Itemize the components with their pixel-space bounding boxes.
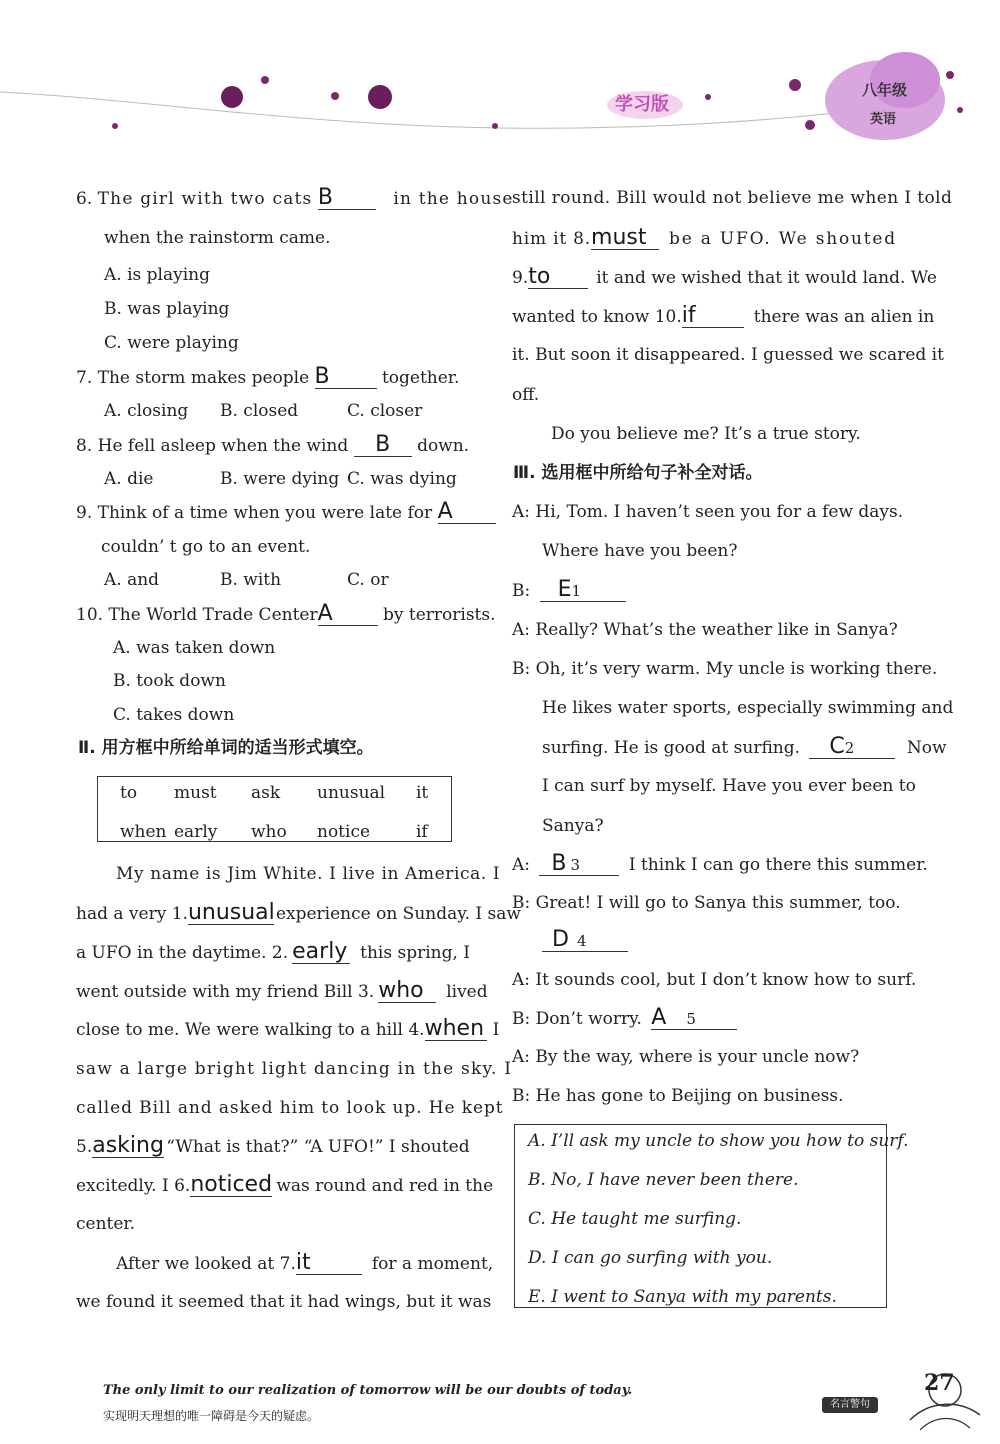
passage-line: close to me. We were walking to a hill 4.when I: [76, 1016, 500, 1041]
passage-line: My name is Jim White. I live in America. I: [116, 864, 501, 884]
sentence-option: D. I can go surfing with you.: [528, 1248, 773, 1268]
passage-line: had a very 1.unusualexperience on Sunday. I saw: [76, 900, 521, 925]
passage-line: After we looked at 7.it for a moment,: [116, 1250, 494, 1275]
passage-line: center.: [76, 1214, 136, 1234]
passage-line: excitedly. I 6.noticed was round and red in the: [76, 1172, 494, 1197]
q8-option-a: A. die: [104, 469, 154, 489]
dialog-line: A: Really? What’s the weather like in Sanya?: [512, 620, 898, 640]
q10-option-c: C. takes down: [113, 705, 235, 725]
dialog-line: A: Hi, Tom. I haven’t seen you for a few days.: [512, 502, 904, 522]
q8-option-c: C. was dying: [347, 469, 457, 489]
passage-line: saw a large bright light dancing in the sky. I: [76, 1059, 513, 1079]
question-6: 6. The girl with two cats B in the house: [76, 185, 514, 210]
page-number: 27: [924, 1370, 955, 1396]
q6-option-b: B. was playing: [104, 299, 230, 319]
q7-option-b: B. closed: [220, 401, 299, 421]
footer-badge: 名言警句: [822, 1397, 878, 1413]
dialog-line: surfing. He is good at surfing. C2 Now: [542, 734, 947, 759]
dialog-line: B: He has gone to Beijing on business.: [512, 1086, 844, 1106]
dialog-line: A: It sounds cool, but I don’t know how to surf.: [512, 970, 917, 990]
passage-line: 5.asking “What is that?” “A UFO!” I shouted: [76, 1133, 470, 1158]
dialog-line: Where have you been?: [542, 541, 738, 561]
q7-option-c: C. closer: [347, 401, 423, 421]
answer-blank: B: [315, 367, 377, 389]
question-7: 7. The storm makes people B together.: [76, 364, 460, 389]
dialog-line: B: Don’t worry. A 5: [512, 1008, 737, 1030]
question-8: 8. He fell asleep when the wind B down.: [76, 432, 470, 457]
q7-option-a: A. closing: [104, 401, 189, 421]
question-9-cont: couldn’ t go to an event.: [101, 537, 311, 557]
header-decoration: [0, 0, 1000, 160]
dialog-line: B: E1: [512, 580, 626, 602]
passage-line: still round. Bill would not believe me when I told: [512, 188, 953, 208]
answer-blank: B: [354, 435, 412, 457]
answer-blank: A: [318, 604, 378, 626]
q9-option-b: B. with: [220, 570, 282, 590]
footer-quote-cn: 实现明天理想的唯一障碍是今天的疑虑。: [103, 1409, 320, 1423]
dialog-line: Sanya?: [542, 816, 604, 836]
dialog-line: He likes water sports, especially swimming and: [542, 698, 954, 718]
passage-line: 9.to it and we wished that it would land. We: [512, 264, 937, 289]
sentence-option: B. No, I have never been there.: [528, 1170, 799, 1190]
passage-line: we found it seemed that it had wings, but it was: [76, 1292, 492, 1312]
logo-line1: 八年级: [862, 81, 908, 99]
q8-option-b: B. were dying: [220, 469, 340, 489]
q6-option-a: A. is playing: [104, 265, 210, 285]
dialog-line: B: Oh, it’s very warm. My uncle is working there.: [512, 659, 938, 679]
passage-line: wanted to know 10.if there was an alien in: [512, 303, 935, 328]
dialog-line: A: By the way, where is your uncle now?: [512, 1047, 860, 1067]
answer-blank: B: [318, 188, 376, 210]
passage-line: Do you believe me? It’s a true story.: [551, 424, 861, 444]
question-10: 10. The World Trade CenterA by terrorists.: [76, 601, 496, 626]
word-box: to must ask unusual it when early who notice if: [97, 776, 452, 842]
passage-line: called Bill and asked him to look up. He kept: [76, 1098, 504, 1118]
section-2-title: Ⅱ. 用方框中所给单词的适当形式填空。: [78, 738, 374, 758]
q10-option-b: B. took down: [113, 671, 226, 691]
sentence-option: A. I’ll ask my uncle to show you how to surf.: [528, 1131, 909, 1151]
sentence-option: E. I went to Sanya with my parents.: [528, 1287, 837, 1307]
dialog-line: D 4: [542, 930, 628, 952]
q6-option-c: C. were playing: [104, 333, 239, 353]
banner-text: 学习版: [615, 94, 669, 115]
passage-line: him it 8.must be a UFO. We shouted: [512, 225, 897, 250]
passage-line: a UFO in the daytime. 2. early this spring, I: [76, 939, 471, 964]
dialog-line: A: B 3 I think I can go there this summer.: [512, 851, 928, 876]
dialog-line: I can surf by myself. Have you ever been to: [542, 776, 916, 796]
q10-option-a: A. was taken down: [113, 638, 276, 658]
sentence-options-box: [514, 1124, 909, 1308]
section-3-title: Ⅲ. 选用框中所给句子补全对话。: [513, 463, 763, 483]
answer-blank: A: [438, 502, 496, 524]
footer-quote-en: The only limit to our realization of tomorrow will be our doubts of today.: [103, 1383, 633, 1398]
q9-option-a: A. and: [104, 570, 160, 590]
q9-option-c: C. or: [347, 570, 389, 590]
sentence-option: C. He taught me surfing.: [528, 1209, 742, 1229]
question-9: 9. Think of a time when you were late for A: [76, 502, 496, 524]
passage-line: off.: [512, 385, 540, 405]
passage-line: went outside with my friend Bill 3. who lived: [76, 978, 488, 1003]
question-6-cont: when the rainstorm came.: [104, 228, 331, 248]
passage-line: it. But soon it disappeared. I guessed we scared it: [512, 345, 944, 365]
dialog-line: B: Great! I will go to Sanya this summer, too.: [512, 893, 901, 913]
logo-line2: 英语: [870, 112, 897, 127]
